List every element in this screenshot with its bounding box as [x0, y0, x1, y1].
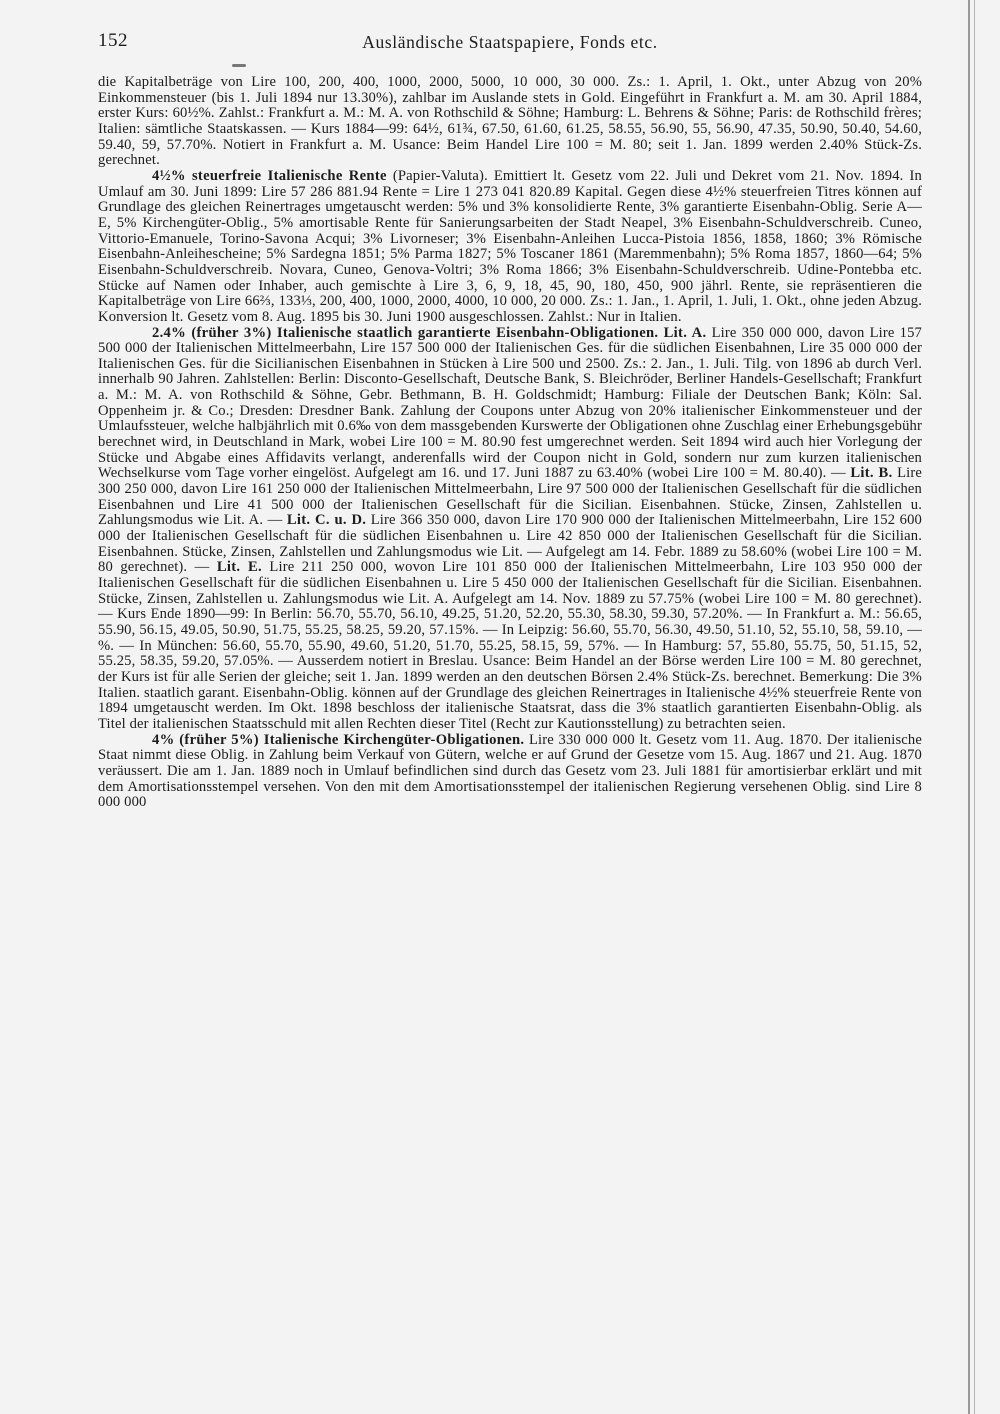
text-run: (Papier-Valuta). Emittiert lt. Gesetz vom 22. Juli und Dekret vom 21. Nov. 1894. In Umlauf am 30. Juni 1899: Lire 57 286 881.94 Rente = Lire 1 273 041 820.89 Kapital. Gegen diese 4½% steuerfreien Titres können auf Grundlage des gleichen Reinertrages umgetauscht werden: 5% und 3% konsolidierte Rente, 3% garantierte Eisenbahn-Oblig. Serie A—E, 5% Kirchengüter-Oblig., 5% amortisable Rente für Sanierungsarbeiten der Stadt Neapel, 3% Eisenbahn-Schuldverschreib. Cuneo, Vittorio-Emanuele, Torino-Savona Acqui; 3% Livorneser; 3% Eisenbahn-Anleihen Lucca-Pistoia 1856, 1858, 1860; 3% Römische Eisenbahn-Anleihescheine; 5% Sardegna 1851; 5% Parma 1827; 5% Toscaner 1861 (Maremmenbahn); 5% Roma 1857, 1860—64; 5% Eisenbahn-Schuldverschreib. Novara, Cuneo, Genova-Voltri; 3% Roma 1866; 3% Eisenbahn-Schuldverschreib. Udine-Pontebba etc. Stücke auf Namen oder Inhaber, auch gemischte à Lire 3, 6, 9, 18, 45, 90, 180, 450, 900 jährl. Rente, sie repräsentieren die Kapitalbeträge von Lire 66⅔, 133⅓, 200, 400, 1000, 2000, 4000, 10 000, 20 000. Zs.: 1. Jan., 1. April, 1. Juli, 1. Okt., ohne jeden Abzug. Konversion lt. Gesetz vom 8. Aug. 1895 bis 30. Juni 1900 ausgeschlossen. Zahlst.: Nur in Italien.	[98, 167, 923, 325]
bold-heading-run: Lit. B.	[850, 465, 893, 482]
text-run: Lire 211 250 000, wovon Lire 101 850 000 der Italienischen Mittelmeerbahn, Lire 103 950 000 der Italienischen Gesellschaft für die südlichen Eisenbahnen u. Lire 5 450 000 der Italienischen Gesellschaft für die Sicilian. Eisenbahnen. Stücke, Zinsen, Zahlstellen u. Zahlungsmodus wie Lit. A. Aufgelegt am 14. Nov. 1889 zu 57.75% (wobei Lire 100 = M. 80 gerechnet). — Kurs Ende 1890—99: In Berlin: 56.70, 55.70, 56.10, 49.25, 51.20, 52.20, 55.30, 58.30, 59.30, 57.20%. — In Frankfurt a. M.: 56.65, 55.90, 56.15, 49.05, 50.90, 51.75, 55.25, 58.25, 59.20, 57.15%. — In Leipzig: 56.60, 55.70, 56.30, 49.50, 51.10, 52, 55.10, 58, 59.10, —%. — In München: 56.60, 55.70, 55.90, 49.60, 51.20, 51.70, 55.25, 58.15, 59, 57%. — In Hamburg: 57, 55.80, 55.75, 50, 51.15, 52, 55.25, 58.35, 59.20, 57.05%. — Ausserdem notiert in Breslau. Usance: Beim Handel an der Börse werden Lire 100 = M. 80 gerechnet, der Kurs ist für alle Serien der gleiche; seit 1. Jan. 1899 werden an den deutschen Börsen 2.4% Stück-Zs. berechnet. Bemerkung: Die 3% Italien. staatlich garant. Eisenbahn-Oblig. können auf der Grundlage des gleichen Reinertrages in Italienische 4½% steuerfreie Rente von 1894 umgetauscht werden. Im Okt. 1898 beschloss der italienische Staatsrat, dass die 3% staatlich garantierten Eisenbahn-Oblig. als Titel der italienischen Staatsschuld mit allen Rechten dieser Titel (Recht zur Kautionsstellung) zu betrachten seien.	[98, 559, 922, 732]
paragraph-p2	[98, 169, 922, 326]
text-run: Lire 330 000 000 lt. Gesetz vom 11. Aug. 1870. Der italienische Staat nimmt diese Oblig. in Zahlung beim Verkauf von Gütern, welche er auf Grund der Gesetze vom 15. Aug. 1867 und 21. Aug. 1870 veräussert. Die am 1. Jan. 1889 noch in Umlauf befindlichen sind durch das Gesetz vom 23. Juli 1881 für amortisierbar erklärt und mit dem Amortisationsstempel versehen. Von den mit dem Amortisationsstempel der italienischen Regierung versehenen Oblig. sind Lire 8 000 000	[98, 731, 922, 811]
paragraph-p4	[98, 733, 922, 811]
body-text	[98, 75, 922, 811]
binding-edge-line	[968, 0, 970, 1414]
text-run: Lire 350 000 000, davon Lire 157 500 000 der Italienischen Mittelmeerbahn, Lire 157 500 000 der Italienischen Ges. für die südlichen Eisenbahnen, Lire 35 000 000 der Italienischen Ges. für die Sicilianischen Eisenbahnen in Stücken à Lire 500 und 2500. Zs.: 2. Jan., 1. Juli. Tilg. von 1896 ab durch Verl. innerhalb 90 Jahren. Zahlstellen: Berlin: Disconto-Gesellschaft, Deutsche Bank, S. Bleichröder, Berliner Handels-Gesellschaft; Frankfurt a. M.: M. A. von Rothschild & Söhne, Gebr. Bethmann, B. H. Goldschmidt; Hamburg: Filiale der Deutschen Bank; Köln: Sal. Oppenheim jr. & Co.; Dresden: Dresdner Bank. Zahlung der Coupons unter Abzug von 20% italienischer Einkommensteuer und der Umlaufssteuer, welche halbjährlich mit 0.6‰ von dem massgebenden Kurswerte der Obligationen ohne Zuschlag einer Erhebungsgebühr berechnet wird, in Deutschland in Mark, wobei Lire 100 = M. 80.90 fest umgerechnet werden. Seit 1894 wird auch hier Vorlegung der Stücke und Abgabe eines Affidavits verlangt, anderenfalls wird der Coupon nicht in Gold, sondern nur zum kurzen italienischen Wechselkurse vom Tage vorher eingelöst. Aufgelegt am 16. und 17. Juni 1887 zu 63.40% (wobei Lire 100 = M. 80.40). —	[98, 324, 922, 482]
text-run: Lire 300 250 000, davon Lire 161 250 000 der Italienischen Mittelmeerbahn, Lire 97 500 000 der Italienischen Gesellschaft für die südlichen Eisenbahnen und Lire 41 500 000 der Italienischen Gesellschaft für die Sicilian. Eisenbahnen. Stücke, Zinsen, Zahlstellen u. Zahlungsmodus wie Lit. A. —	[98, 465, 922, 529]
bold-heading-run: Lit. C. u. D.	[286, 512, 367, 529]
paragraph-p3	[98, 326, 922, 733]
binding-edge-shadow	[974, 0, 975, 1414]
running-title: Ausländische Staatspapiere, Fonds etc.	[362, 32, 658, 52]
ink-speck	[232, 64, 246, 67]
bold-heading-run: Lit. E.	[216, 559, 262, 576]
text-run: die Kapitalbeträge von Lire 100, 200, 400, 1000, 2000, 5000, 10 000, 30 000. Zs.: 1. April, 1. Okt., unter Abzug von 20% Einkommensteuer (bis 1. Juli 1894 nur 13.30%), zahlbar im Auslande stets in Gold. Eingeführt in Frankfurt a. M. am 30. April 1884, erster Kurs: 60½%. Zahlst.: Frankfurt a. M.: M. A. von Rothschild & Söhne; Hamburg: L. Behrens & Söhne; Paris: de Rothschild frères; Italien: sämtliche Staatskassen. — Kurs 1884—99: 64½, 61¾, 67.50, 61.60, 61.25, 58.55, 56.90, 55, 56.90, 47.35, 50.90, 50.40, 54.60, 59.40, 59, 57.70%. Notiert in Frankfurt a. M. Usance: Beim Handel Lire 100 = M. 80; seit 1. Jan. 1899 werden 2.40% Stück-Zs. gerechnet.	[98, 74, 922, 169]
page-header	[98, 30, 922, 56]
text-run: Lire 366 350 000, davon Lire 170 900 000 der Italienischen Mittelmeerbahn, Lire 152 600 000 der Italienischen Gesellschaft für die südlichen Eisenbahnen u. Lire 42 850 000 der Italienischen Gesellschaft für die Sicilian. Eisenbahnen. Stücke, Zinsen, Zahlstellen und Zahlungsmodus wie Lit. — Aufgelegt am 14. Febr. 1889 zu 58.60% (wobei Lire 100 = M. 80 gerechnet). —	[98, 512, 922, 576]
paragraph-p1	[98, 75, 922, 169]
page-number: 152	[98, 30, 128, 51]
bold-heading-run: 2.4% (früher 3%) Italienische staatlich garantierte Eisenbahn-Obligationen. Lit. A.	[152, 324, 707, 341]
bold-heading-run: 4½% steuerfreie Italienische Rente	[152, 167, 387, 184]
bold-heading-run: 4% (früher 5%) Italienische Kirchengüter-Obligationen.	[152, 731, 525, 748]
